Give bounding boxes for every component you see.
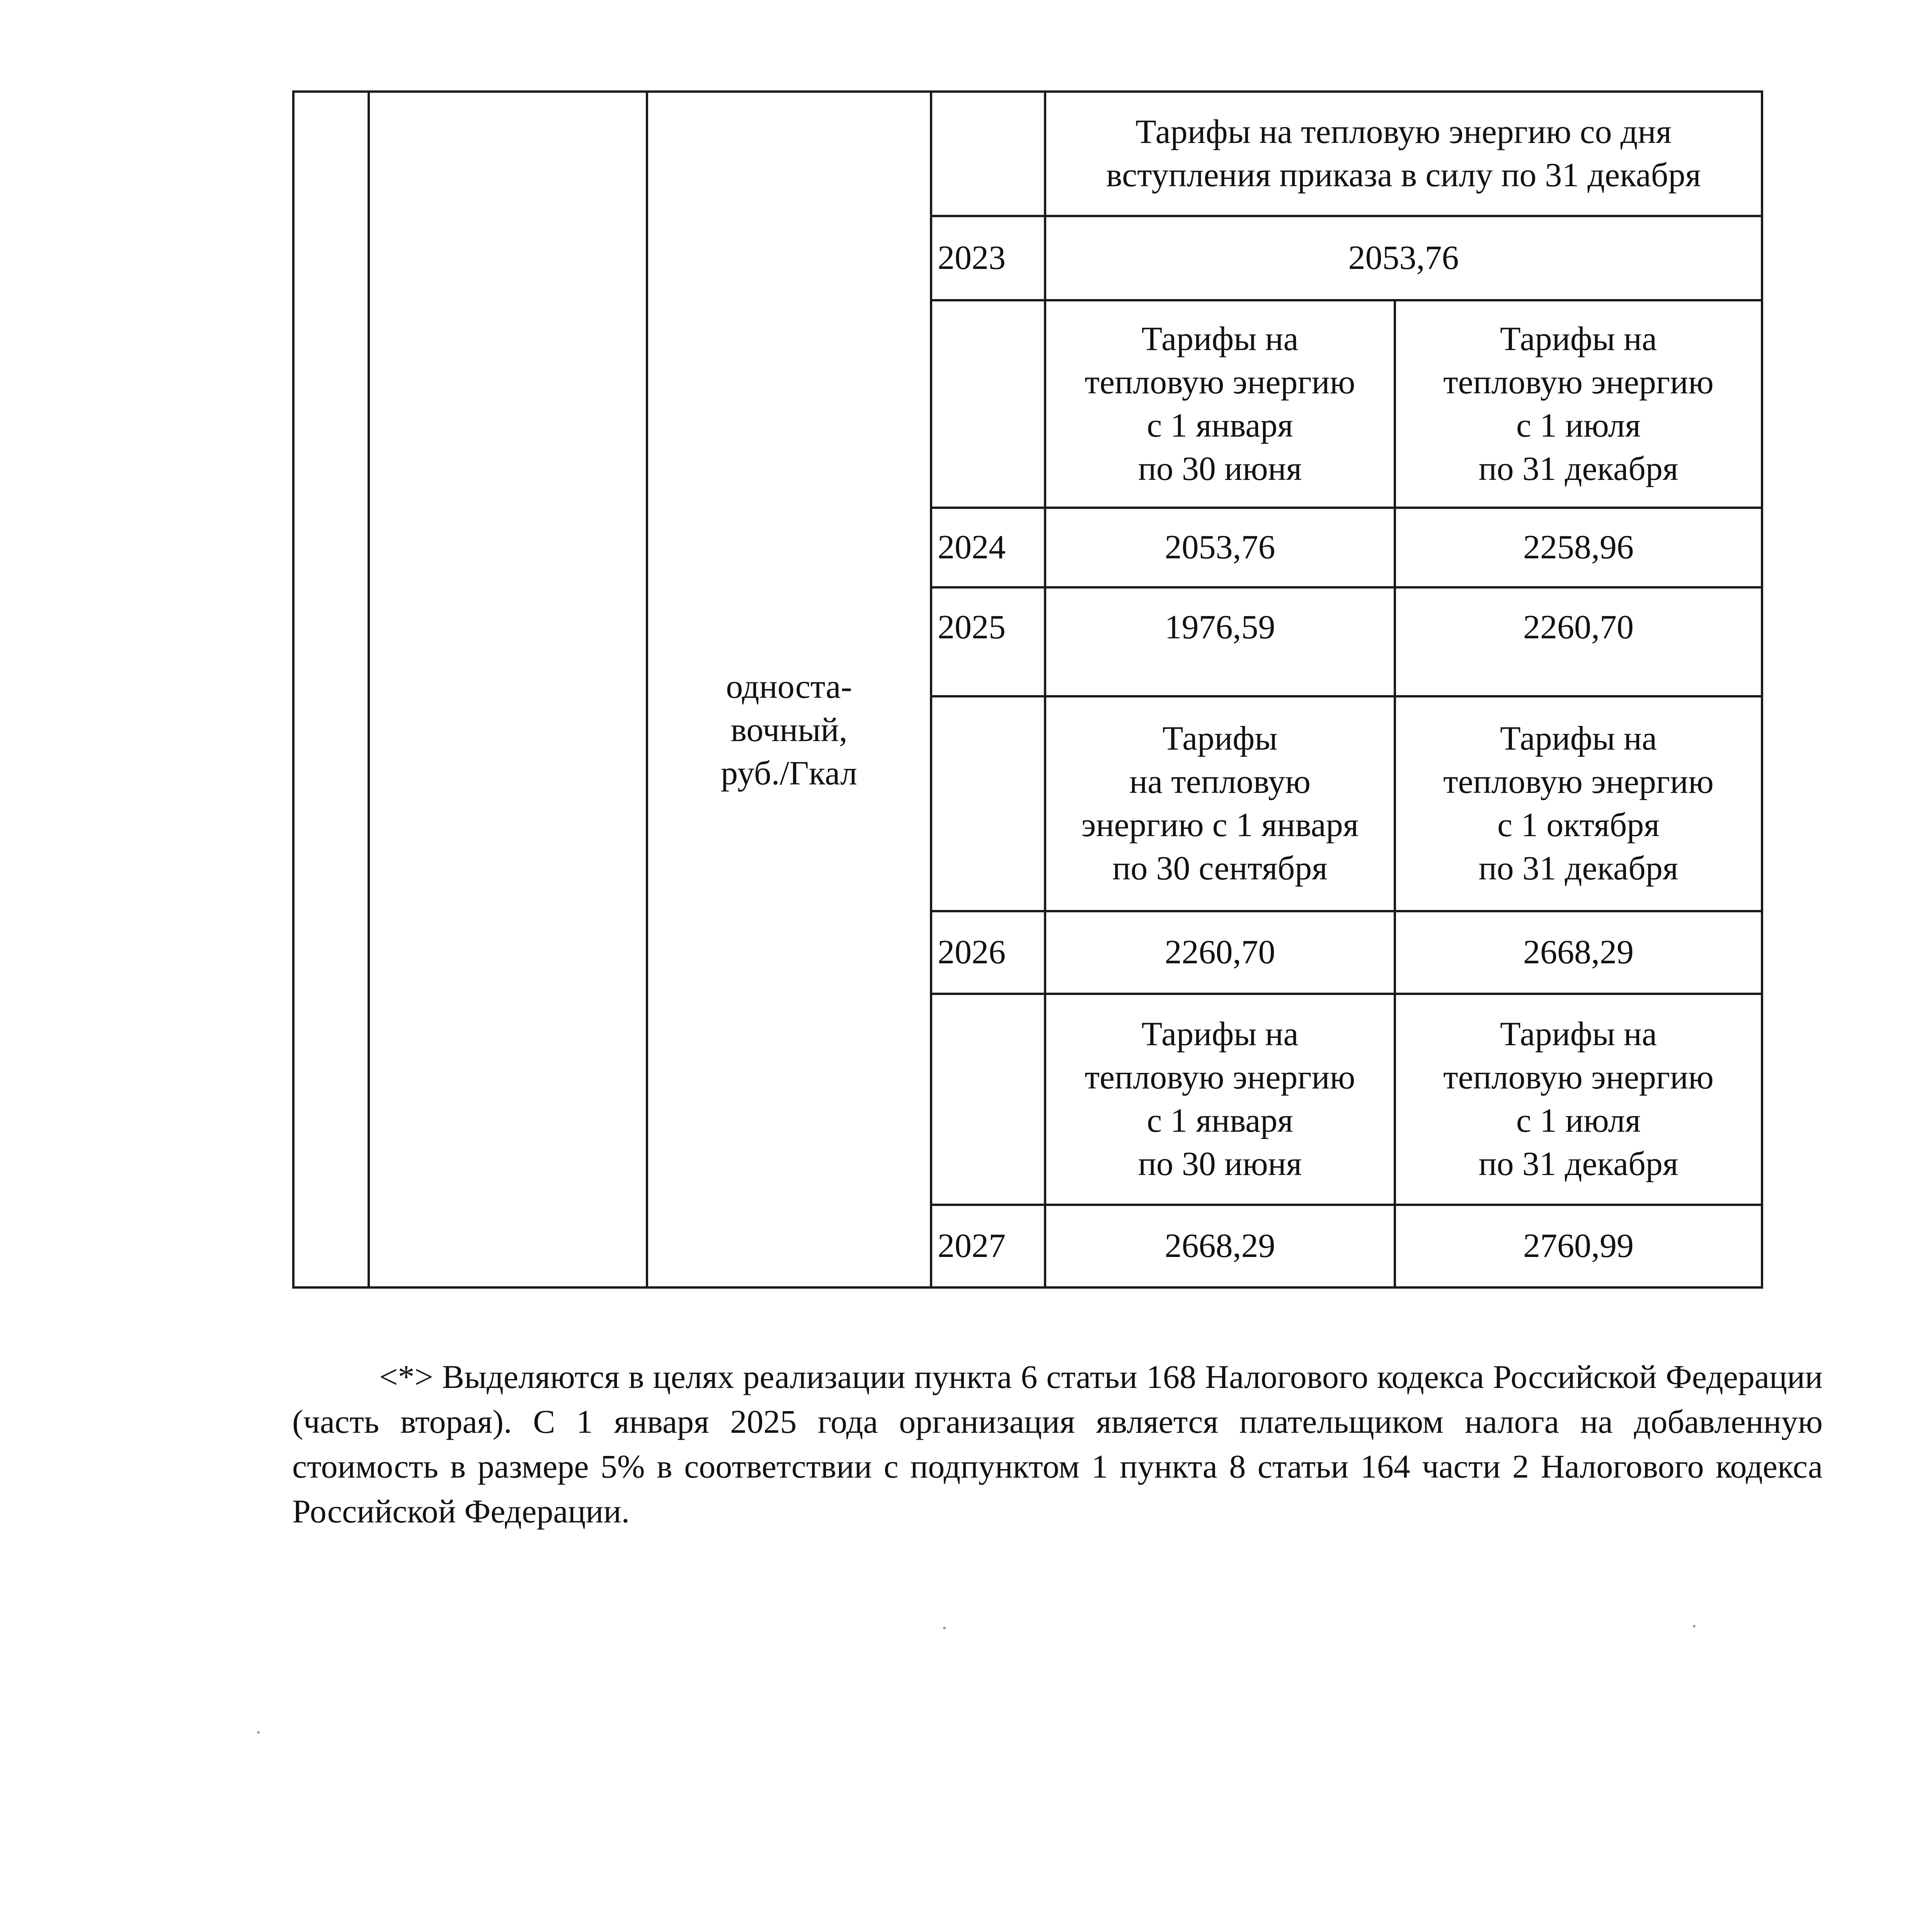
unit-label: односта- вочный, руб./Гкал [721, 668, 857, 792]
footnote-text: <*> Выделяются в целях реализации пункта 6 статьи 168 Налогового кодекса Российской Федерации (часть вторая). С 1 января 2025 года организация является плательщиком налога на добавленную стоимость в размере 5% в соответствии с подпунктом 1 пункта 8 статьи 164 части 2 Налогового кодекса Российской Федерации. [292, 1358, 1823, 1530]
year-cell-empty [931, 300, 1045, 508]
header-2027-left [1045, 994, 1395, 1205]
year-2024: 2024 [931, 508, 1045, 587]
header-2026-left [1045, 696, 1395, 911]
table-row [293, 92, 1762, 216]
blank-cell-col1 [293, 92, 369, 1287]
tariff-table [292, 90, 1763, 1289]
unit-cell [647, 92, 931, 1287]
header-2027-left-text: Тарифы на тепловую энергию с 1 января по 30 июня [1084, 1015, 1355, 1183]
value-2024-first: 2053,76 [1045, 508, 1395, 587]
header-2026-right-text: Тарифы на тепловую энергию с 1 октября по 31 декабря [1443, 720, 1714, 887]
scan-speck [1693, 1625, 1696, 1628]
header-2027-right [1395, 994, 1762, 1205]
value-2026-second: 2668,29 [1395, 911, 1762, 994]
header-2027-right-text: Тарифы на тепловую энергию с 1 июля по 31 декабря [1443, 1015, 1714, 1183]
value-2025-second: 2260,70 [1395, 587, 1762, 696]
header-2024-right [1395, 300, 1762, 508]
header-2023-text: Тарифы на тепловую энергию со дня вступления приказа в силу по 31 декабря [1106, 113, 1701, 194]
blank-cell-col2 [369, 92, 647, 1287]
value-2025-first: 1976,59 [1045, 587, 1395, 696]
scan-speck [257, 1731, 260, 1734]
header-2024-right-text: Тарифы на тепловую энергию с 1 июля по 31 декабря [1443, 320, 1714, 488]
value-2023: 2053,76 [1045, 216, 1762, 300]
scan-speck [943, 1627, 946, 1629]
header-2026-left-text: Тарифы на тепловую энергию с 1 января по 30 сентября [1081, 720, 1359, 887]
year-cell-empty [931, 92, 1045, 216]
value-2027-second: 2760,99 [1395, 1205, 1762, 1287]
footnote [292, 1354, 1823, 1534]
year-2026: 2026 [931, 911, 1045, 994]
year-2025: 2025 [931, 587, 1045, 696]
year-cell-empty [931, 696, 1045, 911]
year-2027: 2027 [931, 1205, 1045, 1287]
header-2024-left [1045, 300, 1395, 508]
value-2026-first: 2260,70 [1045, 911, 1395, 994]
value-2027-first: 2668,29 [1045, 1205, 1395, 1287]
header-2026-right [1395, 696, 1762, 911]
year-2023: 2023 [931, 216, 1045, 300]
year-cell-empty [931, 994, 1045, 1205]
header-2024-left-text: Тарифы на тепловую энергию с 1 января по 30 июня [1084, 320, 1355, 488]
value-2024-second: 2258,96 [1395, 508, 1762, 587]
header-2023 [1045, 92, 1762, 216]
